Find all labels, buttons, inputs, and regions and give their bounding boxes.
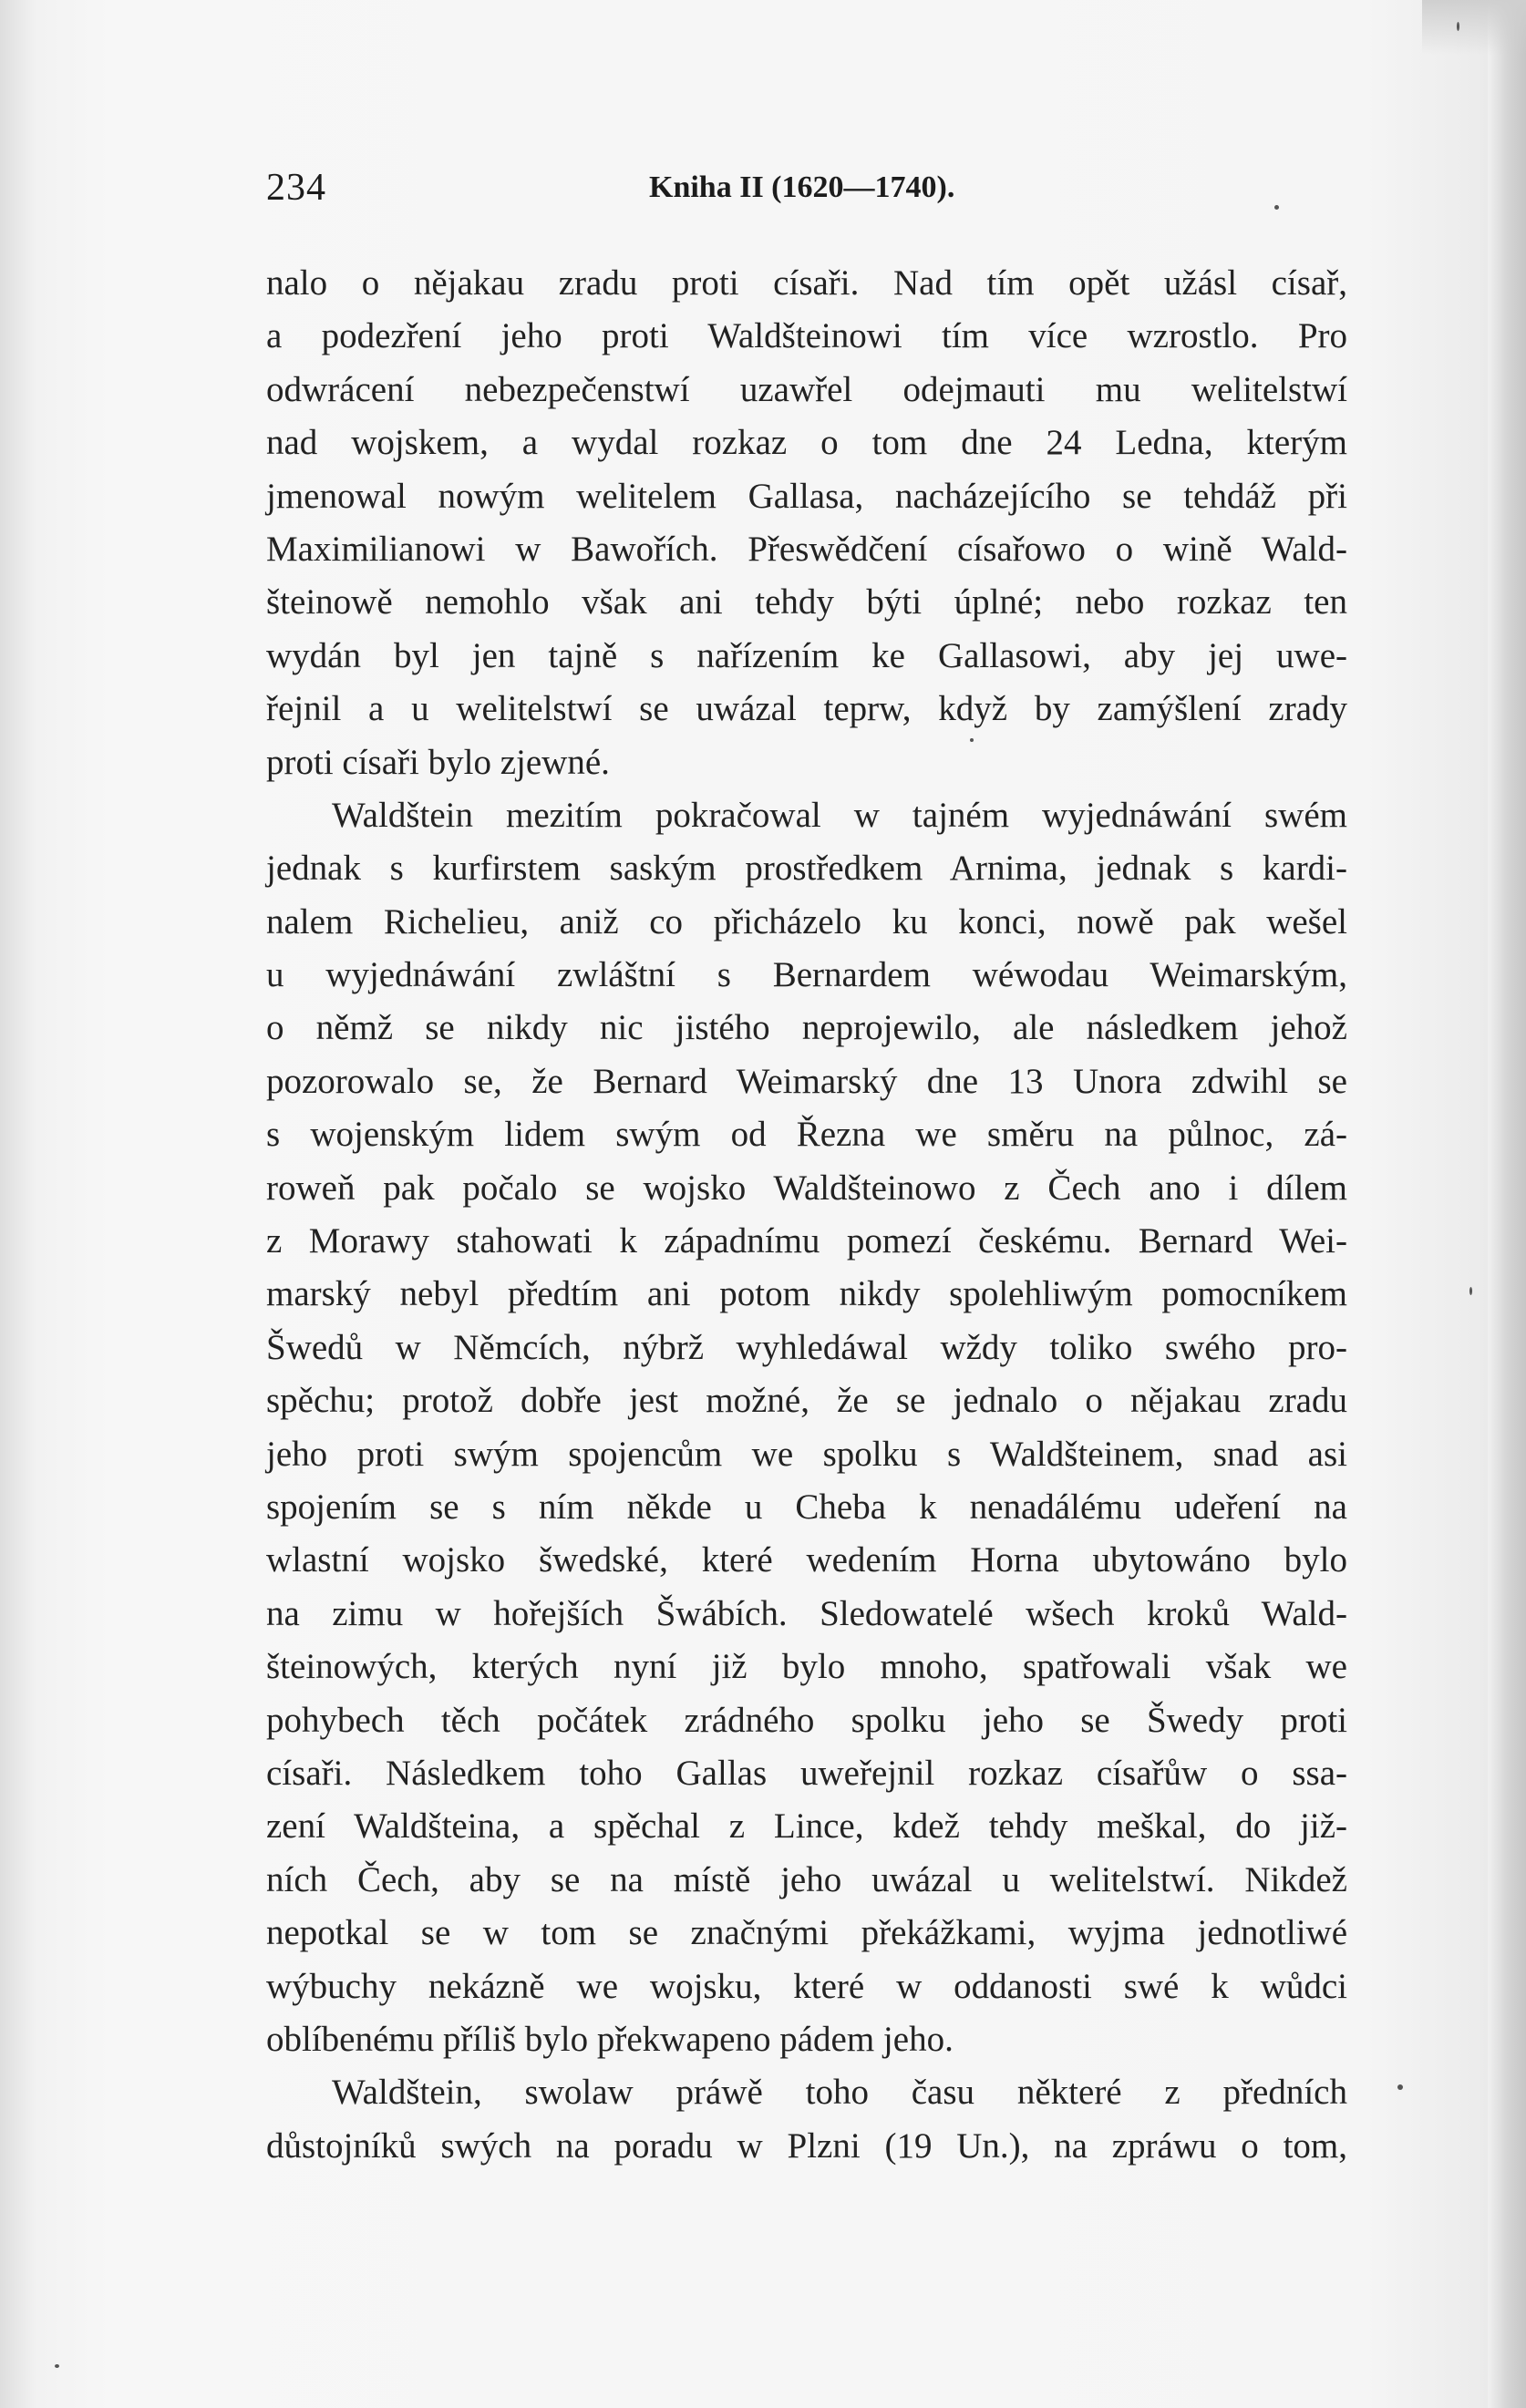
text-line: Maximilianowi w Bawořích. Přeswědčení císařowo o wině Wald- [266, 529, 1347, 569]
paragraph-end-line: oblíbenému příliš bylo překwapeno pádem jeho. [266, 2019, 954, 2059]
text-line: o němž se nikdy nic jistého neprojewilo, ale následkem jehož [266, 1008, 1347, 1048]
text-line: marský nebyl předtím ani potom nikdy spolehliwým pomocníkem [266, 1274, 1347, 1314]
text-line: šteinowě nemohlo však ani tehdy býti úplné; nebo rozkaz ten [266, 582, 1347, 623]
text-line: spojením se s ním někde u Cheba k nenadálému udeření na [266, 1487, 1347, 1527]
text-line: jednak s kurfirstem saským prostředkem Arnima, jednak s kardi- [266, 849, 1347, 889]
text-line: zení Waldšteina, a spěchal z Lince, kdež tehdy meškal, do již- [266, 1806, 1347, 1847]
text-line: wýbuchy nekázně we wojsku, které w oddanosti swé k wůdci [266, 1966, 1347, 2006]
text-line: na zimu w hořejších Šwábích. Sledowatelé wšech kroků Wald- [266, 1593, 1347, 1633]
scan-speck [1457, 22, 1459, 31]
text-line: jmenowal nowým welitelem Gallasa, nacházejícího se tehdáž při [266, 476, 1347, 516]
text-line: roweň pak počalo se wojsko Waldšteinowo z Čech ano i dílem [266, 1168, 1347, 1208]
text-line: řejnil a u welitelstwí se uwázal teprw, když by zamýšlení zrady [266, 689, 1347, 729]
text-line: spěchu; protož dobře jest možné, že se jednalo o nějakau zradu [266, 1381, 1347, 1421]
text-line: Šwedů w Němcích, nýbrž wyhledáwal wždy toliko swého pro- [266, 1327, 1347, 1367]
page-edge-shadow [1488, 0, 1526, 2408]
text-line: jeho proti swým spojencům we spolku s Waldšteinem, snad asi [266, 1434, 1347, 1474]
text-line: wydán byl jen tajně s nařízením ke Gallasowi, aby jej uwe- [266, 635, 1347, 675]
text-line: důstojníků swých na poradu w Plzni (19 Un.), na zpráwu o tom, [266, 2125, 1347, 2166]
text-line: nalem Richelieu, aniž co přicházelo ku konci, nowě pak wešel [266, 901, 1347, 942]
text-line: nad wojskem, a wydal rozkaz o tom dne 24 Ledna, kterým [266, 423, 1347, 463]
page-corner-shadow [1422, 0, 1526, 55]
text-line: u wyjednáwání zwláštní s Bernardem wéwodau Weimarským, [266, 955, 1347, 995]
body-text [266, 257, 1347, 2173]
text-line: z Morawy stahowati k západnímu pomezí českému. Bernard Wei- [266, 1221, 1347, 1261]
paragraph-end-line: proti císaři bylo zjewné. [266, 742, 610, 782]
page-number: 234 [266, 167, 326, 209]
text-line: a podezření jeho proti Waldšteinowi tím více wzrostlo. Pro [266, 316, 1347, 356]
scan-speck [1397, 2084, 1403, 2090]
scan-speck [970, 738, 974, 742]
book-title: Kniha II (1620—1740). [649, 170, 955, 204]
text-line: ních Čech, aby se na místě jeho uwázal u welitelstwí. Nikdež [266, 1859, 1347, 1899]
text-line: pohybech těch počátek zrádného spolku jeho se Šwedy proti [266, 1700, 1347, 1740]
text-line: pozorowalo se, že Bernard Weimarský dne 13 Unora zdwihl se [266, 1061, 1347, 1101]
scan-speck [1274, 205, 1279, 210]
text-line: s wojenským lidem swým od Řezna we směru na půlnoc, zá- [266, 1115, 1347, 1155]
text-line: šteinowých, kterých nyní již bylo mnoho, spatřowali však we [266, 1647, 1347, 1687]
text-line: nalo o nějakau zradu proti císaři. Nad tím opět užásl císař, [266, 263, 1347, 303]
text-line: wlastní wojsko šwedské, které wedením Horna ubytowáno bylo [266, 1540, 1347, 1580]
scan-speck [55, 2364, 59, 2368]
text-line: císaři. Následkem toho Gallas uweřejnil rozkaz císařůw o ssa- [266, 1753, 1347, 1793]
paragraph-start-line: Waldštein mezitím pokračowal w tajném wyjednáwání swém [332, 795, 1347, 835]
text-line: nepotkal se w tom se značnými překážkami, wyjma jednotliwé [266, 1913, 1347, 1953]
paragraph-start-line: Waldštein, swolaw práwě toho času některé z předních [332, 2073, 1347, 2113]
text-line: odwrácení nebezpečenstwí uzawřel odejmauti mu welitelstwí [266, 369, 1347, 409]
scan-speck [1469, 1287, 1472, 1295]
running-head [266, 162, 1347, 213]
